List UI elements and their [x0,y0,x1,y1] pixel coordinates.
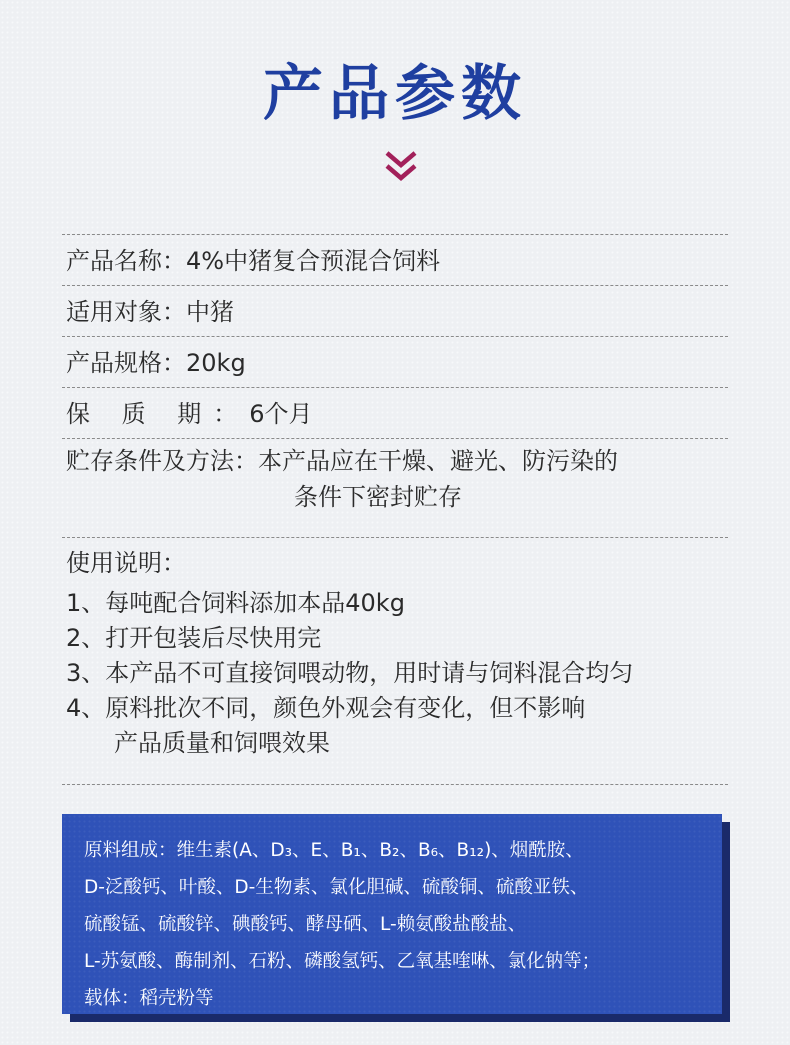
param-label: 产品规格： [66,349,186,377]
ingredients-line: L-苏氨酸、酶制剂、石粉、磷酸氢钙、乙氧基喹啉、氯化钠等； [84,951,601,972]
param-value-continued: 条件下密封贮存 [294,483,462,511]
usage-item: 2、打开包装后尽快用完 [66,624,322,652]
usage-item: 3、本产品不可直接饲喂动物，用时请与饲料混合均匀 [66,659,634,687]
carrier-line: 载体：稻壳粉等 [84,988,214,1009]
param-label: 保 质 期： [66,400,250,428]
param-value: 20kg [186,349,246,377]
param-value: 中猪 [186,298,234,326]
param-row-storage [62,438,728,537]
page-title: 产品参数 [263,59,527,129]
param-row-spec [62,336,728,387]
usage-label: 使用说明： [66,549,186,577]
product-params-table [62,234,728,785]
param-label: 贮存条件及方法： [66,447,258,475]
param-row-target [62,285,728,336]
ingredients-line: D-泛酸钙、叶酸、D-生物素、氯化胆碱、硫酸铜、硫酸亚铁、 [84,877,589,898]
param-value: 4%中猪复合预混合饲料 [186,247,441,275]
param-label: 适用对象： [66,298,186,326]
param-row-usage [62,537,728,785]
usage-item-continued: 产品质量和饲喂效果 [114,729,330,757]
param-label: 产品名称： [66,247,186,275]
ingredients-line: 原料组成：维生素(A、D₃、E、B₁、B₂、B₆、B₁₂)、烟酰胺、 [84,840,584,861]
ingredients-line: 硫酸锰、硫酸锌、碘酸钙、酵母硒、L-赖氨酸盐酸盐、 [84,914,527,935]
param-row-name [62,234,728,285]
usage-item: 1、每吨配合饲料添加本品40kg [66,589,405,617]
double-chevron-down-icon [383,150,419,184]
ingredients-panel [62,814,722,1014]
param-value: 6个月 [249,400,313,428]
usage-item: 4、原料批次不同，颜色外观会有变化，但不影响 [66,694,586,722]
param-row-shelf-life [62,387,728,438]
param-value: 本产品应在干燥、避光、防污染的 [258,447,618,475]
